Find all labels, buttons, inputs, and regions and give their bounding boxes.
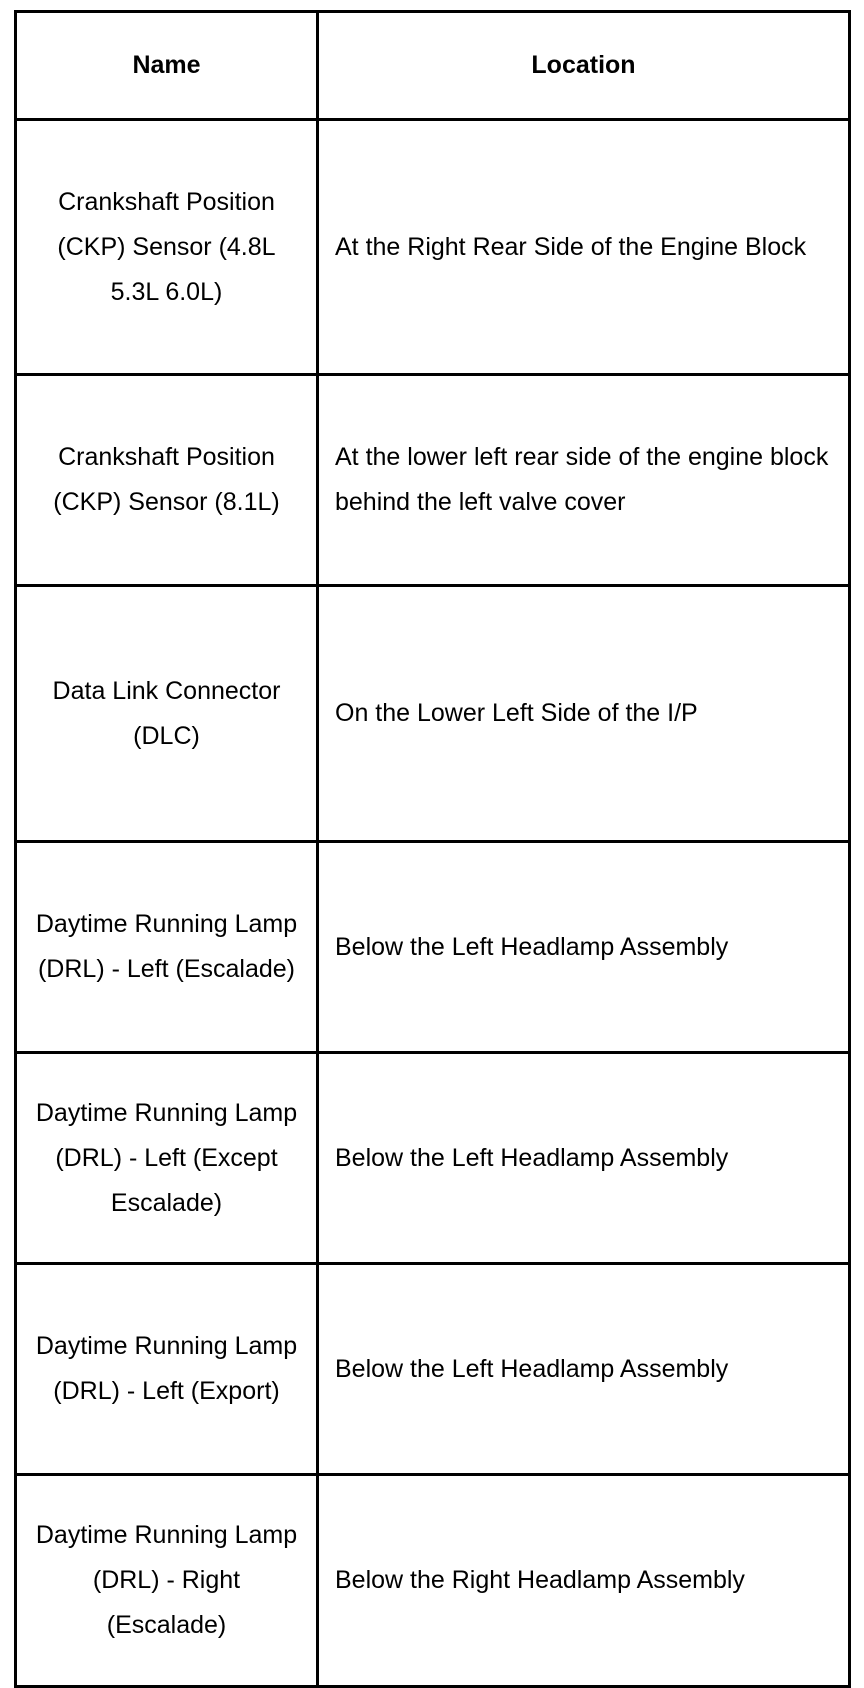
table-row: [16, 1264, 850, 1475]
name-cell: Daytime Running Lamp (DRL) - Right (Escalade): [16, 1475, 318, 1687]
column-header-location: Location: [318, 12, 850, 120]
name-cell: Crankshaft Position (CKP) Sensor (8.1L): [16, 375, 318, 586]
location-cell: Below the Left Headlamp Assembly: [318, 1053, 850, 1264]
name-cell: Daytime Running Lamp (DRL) - Left (Escalade): [16, 842, 318, 1053]
location-cell: Below the Right Headlamp Assembly: [318, 1475, 850, 1687]
column-header-name: Name: [16, 12, 318, 120]
location-cell: Below the Left Headlamp Assembly: [318, 1264, 850, 1475]
location-cell: At the lower left rear side of the engine block behind the left valve cover: [318, 375, 850, 586]
component-location-table-container: [14, 10, 848, 1688]
location-cell: At the Right Rear Side of the Engine Block: [318, 120, 850, 375]
table-row: [16, 1475, 850, 1687]
location-cell: Below the Left Headlamp Assembly: [318, 842, 850, 1053]
component-location-table: [14, 10, 851, 1688]
table-row: [16, 842, 850, 1053]
table-row: [16, 1053, 850, 1264]
table-row: [16, 120, 850, 375]
table-row: [16, 586, 850, 842]
name-cell: Daytime Running Lamp (DRL) - Left (Export): [16, 1264, 318, 1475]
name-cell: Crankshaft Position (CKP) Sensor (4.8L 5.3L 6.0L): [16, 120, 318, 375]
table-header-row: [16, 12, 850, 120]
table-row: [16, 375, 850, 586]
name-cell: Daytime Running Lamp (DRL) - Left (Except Escalade): [16, 1053, 318, 1264]
location-cell: On the Lower Left Side of the I/P: [318, 586, 850, 842]
name-cell: Data Link Connector (DLC): [16, 586, 318, 842]
